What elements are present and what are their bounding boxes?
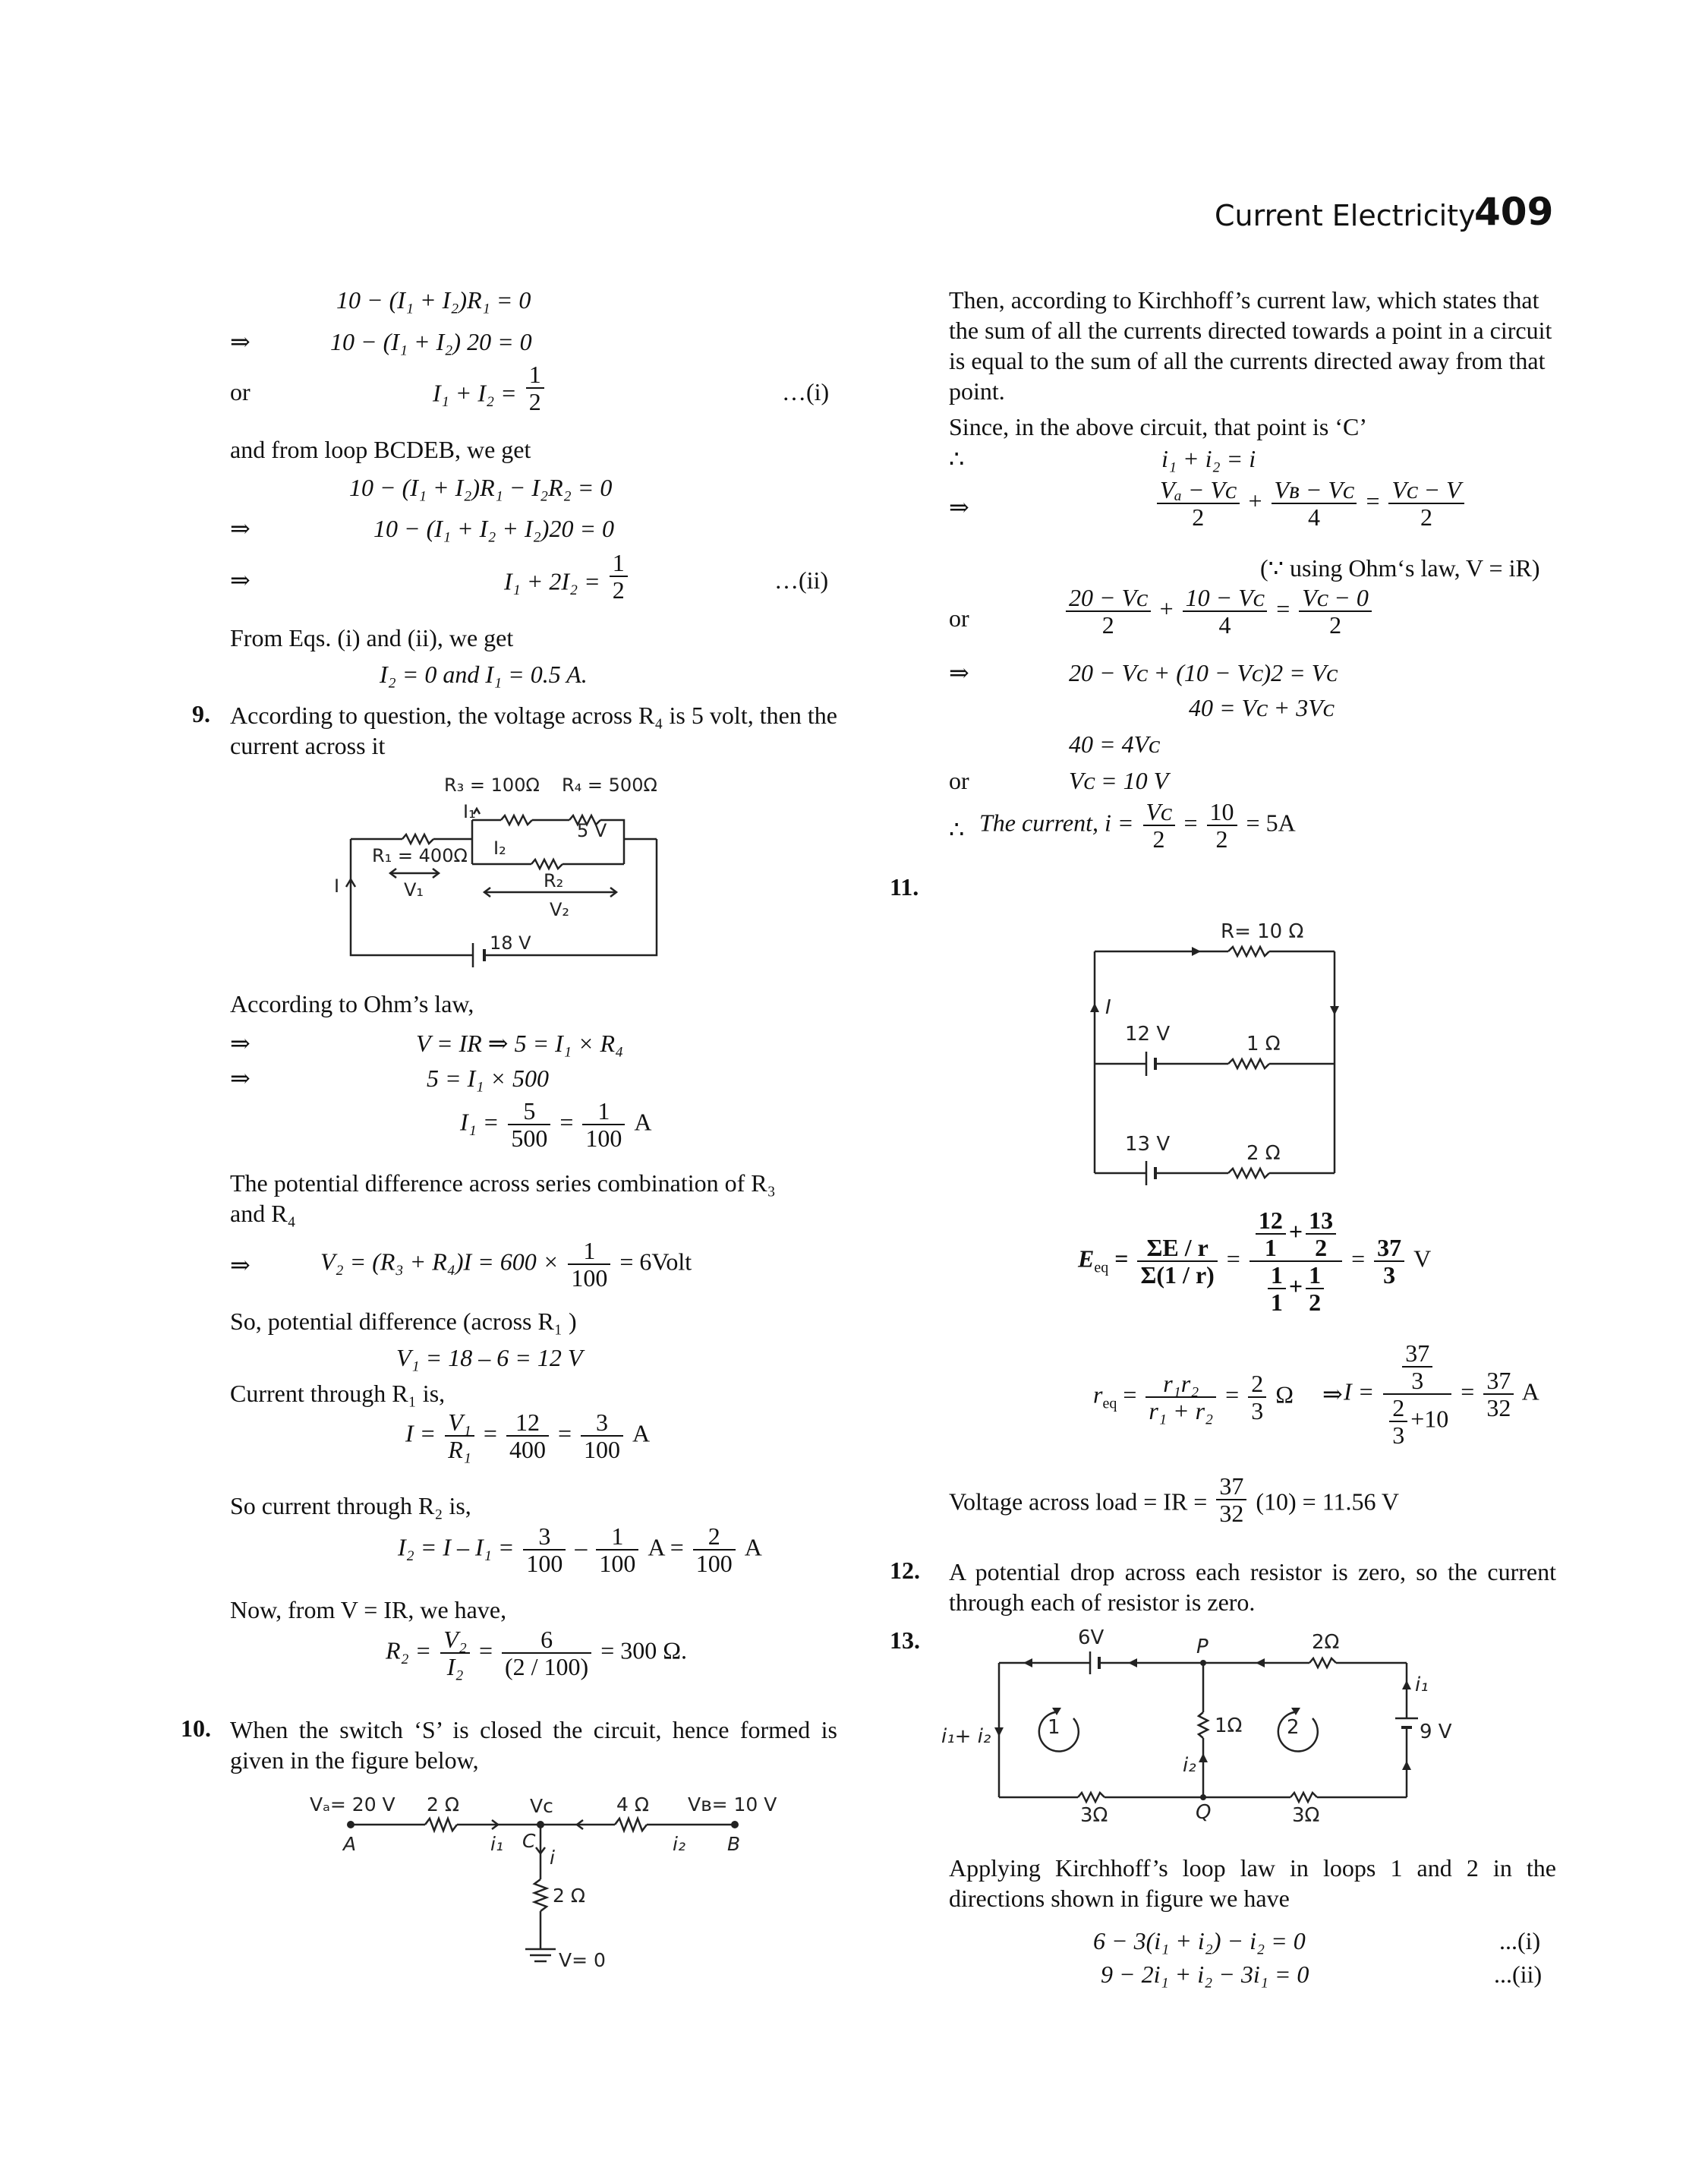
numerator: 10 − Vᴄ [1183, 585, 1268, 612]
figure-9-circuit [334, 767, 676, 972]
denominator: 100 [599, 1550, 636, 1577]
fraction [1374, 1235, 1404, 1288]
page-number: 409 [1474, 190, 1554, 234]
lhs: r [1093, 1380, 1103, 1409]
label-2ohm: 2 Ω [1246, 1142, 1281, 1165]
label-r4: R₄ = 500Ω [562, 774, 657, 796]
ohm-eq3 [460, 1098, 652, 1151]
fraction [1272, 477, 1357, 530]
equation-tag: …(i) [782, 378, 830, 405]
denominator: 3 [1383, 1261, 1396, 1289]
equals: = [1461, 1377, 1475, 1405]
label-r2: R₂ [544, 870, 564, 891]
figure-10-circuit [304, 1788, 789, 1986]
numerator: 37 [1216, 1473, 1246, 1500]
numerator: 2 [1248, 1371, 1266, 1398]
numerator: 1 [596, 1523, 638, 1550]
label-1ohm: 1 Ω [1246, 1033, 1281, 1055]
node-b [731, 1821, 739, 1828]
fraction [568, 1238, 610, 1291]
resistor-2ohm-down [534, 1879, 547, 1911]
fraction [502, 1626, 591, 1680]
unit: A [1521, 1377, 1539, 1405]
numerator: Vᴄ − 0 [1299, 585, 1372, 612]
denominator: 3 [1251, 1397, 1264, 1424]
denominator: 100 [584, 1436, 621, 1463]
load-voltage [949, 1472, 1400, 1527]
resistor-r [1228, 947, 1269, 956]
using-ohm-note: (∵ using Ohm‘s law, V = iR) [1260, 554, 1540, 582]
implies-arrow: ⇒ [949, 659, 969, 686]
cur-r1-text: Current through R₁ is, [230, 1380, 446, 1407]
denominator [1383, 1395, 1451, 1448]
label-loop-2: 2 [1287, 1716, 1300, 1739]
label-v0: V= 0 [559, 1949, 606, 1971]
label-loop-1: 1 [1048, 1716, 1060, 1739]
numerator: 5 [508, 1098, 550, 1125]
plus: + [1248, 487, 1262, 515]
numerator: V₁ [445, 1409, 474, 1437]
fraction [1306, 1262, 1324, 1315]
fraction [1216, 1473, 1246, 1526]
result-currents: I₂ = 0 and I₁ = 0.5 A. [380, 661, 588, 688]
current-arrow [1402, 1680, 1411, 1689]
denominator: 32 [1486, 1394, 1511, 1421]
denominator: r₁ + r₂ [1149, 1397, 1214, 1424]
label-q: Q [1196, 1801, 1212, 1824]
unit: A [632, 1419, 651, 1447]
label-3ohm-right: 3Ω [1292, 1804, 1320, 1826]
current-arrow [1192, 947, 1201, 956]
fraction [1143, 799, 1175, 852]
fraction [582, 1098, 625, 1151]
equation-tag: ...(ii) [1494, 1961, 1543, 1988]
denominator: 2 [1420, 503, 1433, 531]
kcl-text: Then, according to Kirchhoff’s current law, which states that the sum of all the currents directed towards a point in a circuit is equal to the sum of all the currents directed away from that point. [949, 286, 1552, 405]
eq-i-lhs: I₁ + I₂ = [433, 379, 517, 407]
equals: = [483, 1419, 497, 1447]
numerator: r₁r₂ [1145, 1371, 1216, 1398]
equals: = [1225, 1380, 1240, 1409]
denominator: 100 [585, 1125, 622, 1152]
numerator: 2 [693, 1523, 736, 1550]
denominator: 2 [1315, 1234, 1328, 1261]
denominator: I₂ [446, 1653, 464, 1680]
implies-arrow: ⇒ [230, 1030, 251, 1057]
label-12v: 12 V [1125, 1023, 1171, 1046]
lhs: The current, i = [979, 809, 1134, 837]
implies-arrow: ⇒ [230, 328, 251, 355]
numerator: 3 [523, 1523, 566, 1550]
mid: A = [648, 1533, 684, 1561]
equals: = [1351, 1244, 1366, 1273]
fraction [1256, 1207, 1286, 1260]
q10-text: When the switch ‘S’ is closed the circuit, hence formed is given in the figure below, [230, 1716, 837, 1774]
lhs: V₂ = (R₃ + R₄)I = 600 × [320, 1248, 559, 1276]
denominator: 100 [526, 1550, 563, 1577]
i-eq [405, 1409, 650, 1462]
implies-arrow: ⇒ [230, 1251, 251, 1279]
kcl-collect: 40 = Vᴄ + 3Vᴄ [1189, 694, 1335, 721]
current-eq [979, 799, 1296, 852]
label-c: C [522, 1830, 536, 1852]
current-arrow [1256, 1658, 1265, 1667]
unit: V [1413, 1244, 1432, 1273]
equals: = [1114, 1244, 1129, 1273]
numerator: Vʙ − Vᴄ [1272, 477, 1357, 504]
fraction [1483, 1368, 1514, 1421]
fraction [581, 1409, 623, 1462]
fraction [1402, 1340, 1432, 1393]
denominator: 2 [1309, 1289, 1322, 1316]
q12-text: A potential drop across each resistor is zero, so the current through each of resistor is zero. [949, 1558, 1556, 1616]
current-arrow [1330, 1006, 1339, 1015]
fraction [1145, 1371, 1216, 1424]
equals: = [1123, 1380, 1137, 1409]
kcl-sum: i₁ + i₂ = i [1161, 445, 1256, 472]
fraction [610, 550, 628, 603]
resistor-r1 [402, 834, 433, 844]
eq-loop1-sub: 10 − (I₁ + I₂) 20 = 0 [330, 328, 532, 355]
label-6v: 6V [1078, 1626, 1105, 1649]
resistor-3ohm-left [1078, 1793, 1105, 1802]
fraction [1248, 1371, 1266, 1424]
current-arrow [994, 1727, 1004, 1737]
rhs: = 300 Ω. [600, 1636, 688, 1664]
loop-bcdeb-text: and from loop BCDEB, we get [230, 436, 531, 463]
ohm-eq1: V = IR ⇒ 5 = I₁ × R₄ [416, 1030, 624, 1057]
label-i1: i₁ [1415, 1674, 1429, 1696]
ohm-eq2: 5 = I₁ × 500 [427, 1065, 549, 1092]
denominator: 400 [509, 1436, 546, 1463]
lhs: I₁ = [460, 1108, 499, 1136]
figure-11-circuit [1078, 915, 1351, 1188]
equation-tag: ...(i) [1499, 1927, 1541, 1954]
numerator [1383, 1340, 1451, 1395]
or-word: or [949, 767, 969, 794]
resistor-2ohm-left [425, 1819, 457, 1831]
loop-arrowhead [1052, 1708, 1061, 1715]
unit: Ω [1275, 1380, 1294, 1409]
unit: A [634, 1108, 652, 1136]
numerator: 6 [502, 1626, 591, 1654]
implies-arrow: ⇒ [230, 566, 251, 594]
numerator: 10 [1207, 799, 1237, 826]
subscript: eq [1094, 1259, 1109, 1276]
vc-result: Vᴄ = 10 V [1069, 767, 1169, 794]
therefore-symbol: ∴ [949, 815, 965, 843]
label-3ohm-left: 3Ω [1080, 1804, 1108, 1826]
node-p [1200, 1660, 1206, 1666]
i2-eq [398, 1523, 762, 1576]
numerator: Vᴄ − V [1388, 477, 1464, 504]
question-number-11: 11. [890, 873, 919, 901]
label-i: i [550, 1847, 555, 1869]
label-p: P [1196, 1636, 1209, 1658]
numerator: 37 [1483, 1368, 1514, 1395]
ohm-intro: According to Ohm’s law, [230, 990, 474, 1017]
resistor-2ohm [1309, 1658, 1336, 1667]
fraction [693, 1523, 736, 1576]
equals: = [559, 1108, 574, 1136]
label-r: R= 10 Ω [1221, 920, 1304, 943]
lhs: I = [1344, 1377, 1375, 1405]
fraction [1157, 477, 1240, 530]
numerator: V₂ [440, 1626, 470, 1654]
label-r-left: 2 Ω [427, 1793, 459, 1815]
label-b: B [727, 1833, 741, 1855]
fraction [1066, 585, 1151, 638]
label-i2: I₂ [493, 838, 506, 859]
numerator: 13 [1306, 1207, 1336, 1235]
numerator: 20 − Vᴄ [1066, 585, 1151, 612]
or-word: or [230, 378, 251, 405]
compound-fraction [1249, 1207, 1342, 1315]
equals: = [1183, 809, 1198, 837]
therefore-symbol: ∴ [949, 445, 965, 472]
label-i2: i₂ [673, 1833, 685, 1855]
numerator: 2 [1389, 1395, 1407, 1422]
eq-loop1: 10 − (I₁ + I₂)R₁ = 0 [336, 286, 531, 314]
plus-ten: +10 [1410, 1405, 1449, 1433]
fraction [596, 1523, 638, 1576]
now-from-text: Now, from V = IR, we have, [230, 1596, 507, 1623]
denominator: $\frac{1}{1}$ + $\frac{1}{2}$ [1249, 1262, 1342, 1315]
rhs: = 5A [1246, 809, 1296, 837]
eeq-equation: $E_{eq}$ = $\frac{\Sigma E / r}{\Sigma(1 / r)}$ = $\frac{12}{1}$ + $\frac{13}{2}$ $\frac{1}{1}$ + $\frac{1}{2}$ = $\frac{37}{3}$ V [1078, 1207, 1432, 1316]
denominator: 4 [1307, 503, 1320, 531]
kcl-eq-symbolic [1154, 477, 1467, 530]
rhs: = 6Volt [619, 1248, 692, 1276]
eq-i [433, 361, 547, 415]
q9-text: According to question, the voltage across R₄ is 5 volt, then the current across it [230, 702, 837, 759]
current-arrow [1090, 1003, 1099, 1012]
question-number-13: 13. [890, 1626, 920, 1654]
minus: – [575, 1533, 588, 1561]
equation-tag: …(ii) [774, 566, 829, 594]
rhs: (10) = 11.56 V [1256, 1487, 1400, 1516]
numerator: 12 [506, 1409, 549, 1437]
denominator: 2 [528, 388, 541, 415]
i-equation [1344, 1340, 1539, 1448]
plus: + [1288, 1217, 1303, 1245]
eq-loop2-sub: 10 − (I₁ + I₂ + I₂)20 = 0 [373, 515, 615, 542]
fraction [1389, 1395, 1407, 1448]
equals: = [1366, 487, 1380, 515]
equals: = [1276, 595, 1290, 623]
current-arrow [1128, 1658, 1137, 1667]
denominator: (2 / 100) [504, 1653, 589, 1680]
fraction [445, 1409, 474, 1462]
numerator: Vᴄ [1143, 799, 1175, 826]
eq-ii-lhs: I₁ + 2I₂ = [504, 567, 600, 595]
lhs: E [1078, 1244, 1095, 1273]
node-a [347, 1821, 355, 1828]
denominator: R₁ [448, 1436, 471, 1463]
implies-arrow: ⇒ [1322, 1380, 1343, 1409]
figure-13-circuit [941, 1621, 1457, 1826]
label-1ohm: 1Ω [1215, 1715, 1243, 1737]
numerator: ΣE / r [1137, 1235, 1217, 1262]
numerator: 1 [582, 1098, 625, 1125]
eq-loop2: 10 − (I₁ + I₂)R₁ − I₂R₂ = 0 [349, 474, 613, 501]
fraction [1388, 477, 1464, 530]
label-i: I [1105, 996, 1111, 1019]
equals: = [557, 1419, 572, 1447]
unit: A [744, 1533, 762, 1561]
numerator: 12 [1256, 1207, 1286, 1235]
from-eqs-text: From Eqs. (i) and (ii), we get [230, 624, 514, 651]
compound-fraction [1383, 1340, 1451, 1448]
fraction [526, 361, 544, 415]
denominator: 3 [1392, 1421, 1405, 1449]
denominator: 2 [1215, 825, 1228, 853]
denominator: 3 [1411, 1367, 1424, 1394]
implies-arrow: ⇒ [949, 494, 969, 521]
denominator: 1 [1264, 1234, 1277, 1261]
numerator: 3 [581, 1409, 623, 1437]
lhs: R₂ = [386, 1636, 432, 1664]
equals: = [478, 1636, 493, 1664]
loop-eq-i: 6 − 3(i₁ + i₂) − i₂ = 0 [1093, 1927, 1306, 1954]
current-arrow [1402, 1761, 1411, 1770]
label-i1: i₁ [490, 1833, 503, 1855]
resistor-3ohm-right [1290, 1793, 1317, 1802]
numerator [1249, 1207, 1342, 1262]
lhs: I₂ = I – I₁ = [398, 1533, 515, 1561]
v1-eq: V₁ = 18 – 6 = 12 V [396, 1344, 583, 1371]
denominator: 100 [571, 1264, 608, 1292]
implies-arrow: ⇒ [230, 515, 251, 542]
fraction [1268, 1262, 1286, 1315]
resistor-1ohm [1199, 1712, 1208, 1738]
numerator: 1 [1268, 1262, 1286, 1289]
fraction [440, 1626, 470, 1680]
fraction [523, 1523, 566, 1576]
resistor-2ohm [1228, 1169, 1269, 1178]
since-text: Since, in the above circuit, that point is ‘C’ [949, 413, 1367, 440]
so-pd-text: So, potential difference (across R₁ ) [230, 1308, 577, 1335]
fraction [508, 1098, 550, 1151]
denominator: 4 [1218, 611, 1231, 639]
current-arrow [1023, 1658, 1032, 1667]
kcl-simplify: 40 = 4Vᴄ [1069, 730, 1160, 758]
lhs: Voltage across load = IR = [949, 1487, 1208, 1516]
label-9v: 9 V [1420, 1721, 1452, 1743]
label-r3: R₃ = 100Ω [444, 774, 540, 796]
or-word: or [949, 604, 969, 632]
numerator: 1 [610, 550, 628, 577]
label-vb: Vʙ= 10 V [688, 1793, 777, 1815]
current-arrow [1199, 1753, 1208, 1762]
subscript: eq [1102, 1395, 1117, 1412]
denominator: 2 [1192, 503, 1205, 531]
label-5v: 5 V [577, 820, 607, 841]
numerator: Vₐ − Vᴄ [1157, 477, 1240, 504]
pd-text: The potential difference across series combination of R₃ and R₄ [230, 1169, 776, 1227]
denominator: 100 [695, 1550, 733, 1577]
loop-arrowhead [1291, 1708, 1300, 1715]
eq-ii [504, 549, 631, 604]
label-r-right: 4 Ω [616, 1793, 649, 1815]
fraction [1207, 799, 1237, 852]
denominator: 2 [1152, 825, 1165, 853]
question-number-12: 12. [890, 1557, 920, 1584]
question-number-9: 9. [192, 700, 210, 727]
lhs: I = [405, 1419, 436, 1447]
numerator: 1 [568, 1238, 610, 1265]
kcl-expand: 20 − Vᴄ + (10 − Vᴄ)2 = Vᴄ [1069, 659, 1338, 686]
resistor-r3 [501, 815, 532, 825]
r2-eq [386, 1626, 687, 1680]
label-i1: I₁ [463, 801, 476, 822]
loop-eq-ii: 9 − 2i₁ + i₂ − 3i₁ = 0 [1101, 1961, 1309, 1988]
denominator: 500 [511, 1125, 548, 1152]
denominator: Σ(1 / r) [1140, 1261, 1215, 1289]
resistor-4ohm [615, 1819, 647, 1831]
question-number-10: 10. [181, 1715, 211, 1742]
kcl-eq-numeric [1063, 585, 1375, 638]
label-v1: V₁ [404, 879, 424, 901]
label-i1-plus-i2: i₁+ i₂ [941, 1725, 991, 1748]
cur-r2-text: So current through R₂ is, [230, 1492, 471, 1519]
implies-arrow: ⇒ [230, 1065, 251, 1092]
label-a: A [343, 1833, 357, 1855]
denominator: 1 [1270, 1289, 1283, 1316]
denominator: 2 [612, 576, 625, 604]
fraction [1299, 585, 1372, 638]
plus: + [1159, 595, 1174, 623]
label-13v: 13 V [1125, 1133, 1171, 1156]
denominator: 32 [1219, 1500, 1244, 1527]
v2-eq [320, 1238, 692, 1291]
label-2ohm: 2Ω [1312, 1631, 1340, 1654]
node-c [537, 1821, 544, 1828]
fraction [1137, 1235, 1217, 1288]
label-r1: R₁ = 400Ω [372, 845, 468, 866]
resistor-r2 [531, 860, 563, 869]
fraction [1183, 585, 1268, 638]
chapter-title: Current Electricity [1215, 199, 1476, 232]
numerator: 37 [1402, 1340, 1432, 1368]
fraction [1306, 1207, 1336, 1260]
resistor-1ohm [1228, 1059, 1269, 1068]
node-q [1200, 1794, 1206, 1800]
label-vc: Vᴄ [530, 1795, 553, 1817]
apply-text: Applying Kirchhoff’s loop law in loops 1 and 2 in the directions shown in figure we have [949, 1854, 1556, 1912]
denominator: 2 [1101, 611, 1114, 639]
label-va: Vₐ= 20 V [310, 1793, 395, 1815]
label-i: I [334, 875, 340, 897]
label-v2: V₂ [550, 899, 570, 920]
numerator: 1 [526, 361, 544, 389]
numerator: 1 [1306, 1262, 1324, 1289]
denominator: 2 [1329, 611, 1342, 639]
numerator: 37 [1374, 1235, 1404, 1262]
req-equation [1093, 1371, 1366, 1424]
label-i2: i₂ [1183, 1754, 1196, 1777]
label-r-down: 2 Ω [553, 1885, 585, 1907]
label-18v: 18 V [490, 932, 531, 954]
fraction [506, 1409, 549, 1462]
